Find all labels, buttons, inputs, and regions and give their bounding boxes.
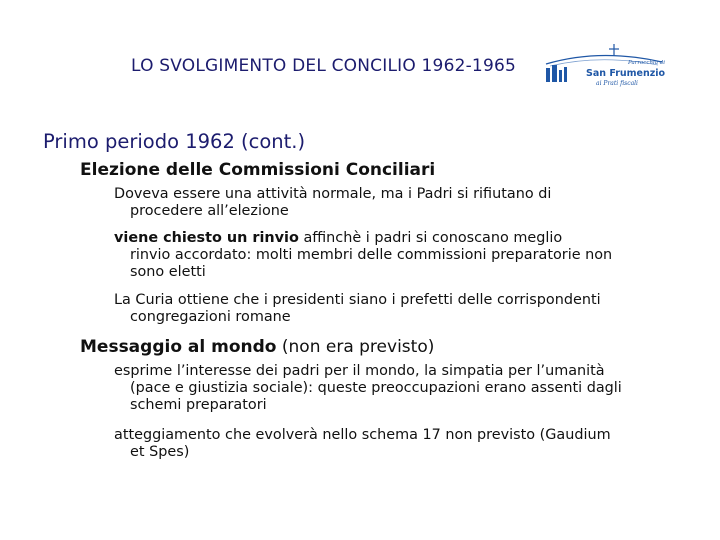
messaggio-paragraph-1 <box>114 363 684 414</box>
text-line: La Curia ottiene che i presidenti siano i prefetti delle corrispondenti <box>114 292 601 308</box>
messaggio-paragraph-2 <box>114 427 684 461</box>
heading-bold-text: Messaggio al mondo <box>80 337 277 357</box>
messaggio-heading <box>80 337 434 357</box>
emphasis-text: viene chiesto un rinvio <box>114 230 299 246</box>
text-line: schemi preparatori <box>130 397 267 413</box>
slide-title: LO SVOLGIMENTO DEL CONCILIO 1962-1965 <box>131 56 516 76</box>
text-line: procedere all’elezione <box>130 203 289 219</box>
text-line: et Spes) <box>130 444 190 460</box>
commissioni-heading: Elezione delle Commissioni Conciliari <box>80 160 436 180</box>
text-line <box>114 230 684 247</box>
text-line: congregazioni romane <box>130 309 291 325</box>
parish-logo <box>540 42 670 94</box>
section-title: Primo periodo 1962 (cont.) <box>43 130 306 153</box>
text-line: sono eletti <box>130 264 206 280</box>
text-line: rinvio accordato: molti membri delle commissioni preparatorie non <box>130 247 613 263</box>
commissioni-paragraph-2 <box>114 230 684 281</box>
text-fragment: affinchè i padri si conoscano meglio <box>298 230 563 246</box>
svg-text:Parrocchia di: Parrocchia di <box>628 60 666 66</box>
text-line: (pace e giustizia sociale): queste preoccupazioni erano assenti dagli <box>130 380 622 396</box>
text-line: atteggiamento che evolverà nello schema 17 non previsto (Gaudium <box>114 427 611 443</box>
svg-text:ai Prati fiscali: ai Prati fiscali <box>596 80 638 87</box>
commissioni-paragraph-1 <box>114 186 684 220</box>
church-logo-icon <box>540 42 670 94</box>
text-line: esprime l’interesse dei padri per il mondo, la simpatia per l’umanità <box>114 363 605 379</box>
text-line: Doveva essere una attività normale, ma i Padri si rifiutano di <box>114 186 552 202</box>
svg-text:San Frumenzio: San Frumenzio <box>586 68 666 79</box>
heading-normal-text: (non era previsto) <box>276 337 435 357</box>
commissioni-paragraph-3 <box>114 292 684 326</box>
